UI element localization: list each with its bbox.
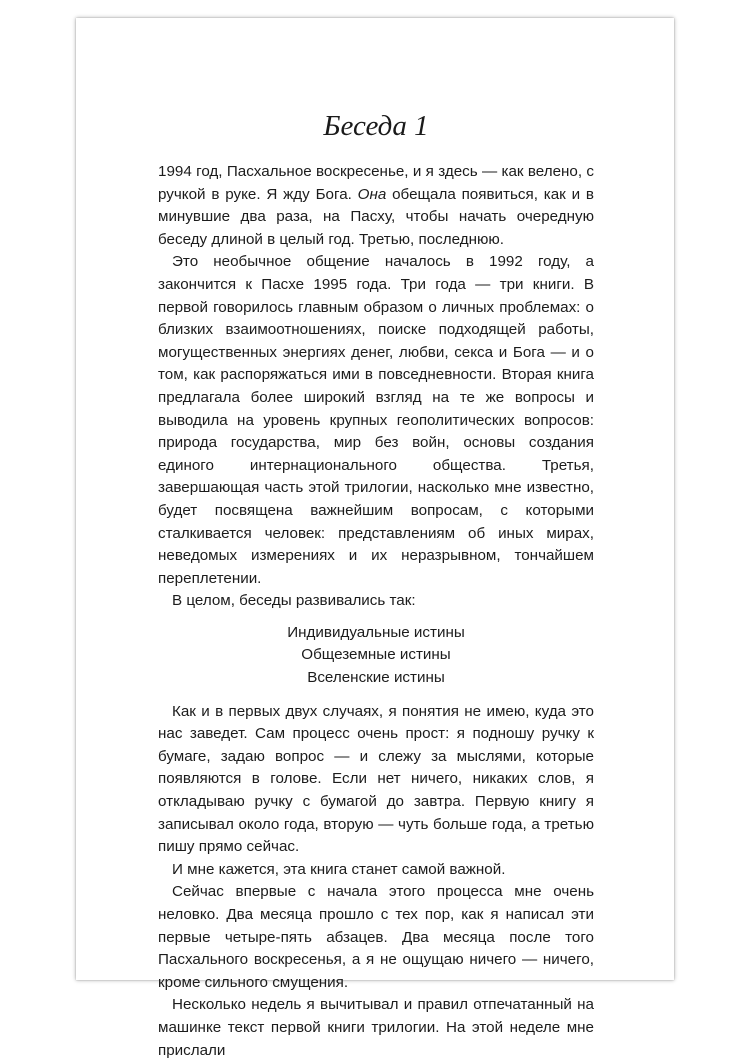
paragraph-7: Несколько недель я вычитывал и правил отпечатанный на машинке текст первой книги трилогии. На этой неделе мне прислали [158, 996, 594, 1059]
paragraph-2: Это необычное общение началось в 1992 году, а закончится к Пасхе 1995 года. Три года — три книги. В первой говорилось главным образом о личных проблемах: о близких взаимоотношениях, поиске подходящей работы, могущественных энергиях денег, любви, секса и Бога — и о том, как распоряжаться ими в повседневности. Вторая книга предлагала более широкий взгляд на те же вопросы и выводила на уровень крупных геополитических вопросов: природа государства, мир без войн, основы создания единого интернационального общества. Третья, завершающая часть этой трилогии, насколько мне известно, будет посвящена важнейшим вопросам, с которыми сталкивается человек: представлениям об иных мирах, неведомых измерениях и их неразрывном, тончайшем переплетении. [158, 253, 594, 587]
paragraph-5: И мне кажется, эта книга станет самой важной. [172, 860, 506, 878]
page-content [158, 106, 594, 1062]
paragraph-6: Сейчас впервые с начала этого процесса мне очень неловко. Два месяца прошло с тех пор, как я написал эти первые четыре-пять абзацев. Два месяца после того Пасхального воскресенья, а я не ощущаю ничего — ничего, кроме сильного смущения. [158, 883, 594, 991]
truths-list-item: Общеземные истины [301, 646, 451, 664]
truths-list [158, 622, 594, 690]
book-page [76, 18, 674, 1059]
paragraph-1-text-a: 1994 год, Пасхальное воскресенье, и я здесь — как велено, с ручкой в руке. Я жду Бога. [158, 163, 594, 203]
truths-list-item: Индивидуальные истины [287, 623, 465, 641]
paragraph-4: Как и в первых двух случаях, я понятия не имею, куда это нас заведет. Сам процесс очень прост: я подношу ручку к бумаге, задаю вопрос — и слежу за мыслями, которые появляются в голове. Если нет ничего, никаких слов, я откладываю ручку с бумагой до завтра. Первую книгу я записывал около года, вторую — чуть больше года, а третью пишу прямо сейчас. [158, 702, 594, 856]
paragraph-1-emphasis: Она [357, 185, 387, 203]
paragraph-1-text-b: обещала появиться, как и в минувшие два раза, на Пасху, чтобы начать очередную беседу длиной в целый год. Третью, последнюю. [158, 185, 594, 248]
paragraph-1 [158, 161, 594, 251]
truths-list-item: Вселенские истины [307, 669, 445, 687]
paragraph-3: В целом, беседы развивались так: [172, 592, 416, 610]
chapter-title: Беседа 1 [323, 110, 429, 142]
